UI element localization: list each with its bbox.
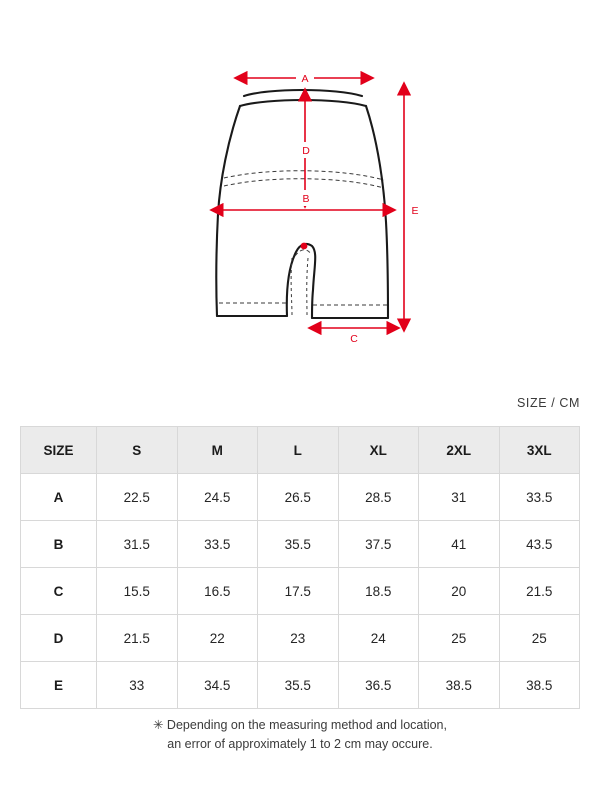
table-cell: 23 [258,615,339,662]
table-cell: 16.5 [177,568,258,615]
table-cell: 24.5 [177,474,258,521]
measurement-disclaimer [0,716,600,754]
table-cell: 38.5 [419,662,500,709]
table-cell: 38.5 [499,662,580,709]
table-cell: 17.5 [258,568,339,615]
table-header-cell: XL [338,427,419,474]
table-cell: 33.5 [177,521,258,568]
table-row [21,615,580,662]
table-cell: 36.5 [338,662,419,709]
row-label: D [21,615,97,662]
table-cell: 33.5 [499,474,580,521]
row-label: E [21,662,97,709]
measure-line-c [320,328,388,346]
measure-line-e [404,94,425,320]
table-header-row [21,427,580,474]
label-a: A [301,73,309,85]
shorts-diagram [0,0,600,370]
table-row [21,474,580,521]
table-cell: 24 [338,615,419,662]
table-row [21,568,580,615]
table-cell: 20 [419,568,500,615]
crotch-point-marker [301,243,308,250]
garment-crotch-stitch [291,258,308,316]
table-header-cell: S [97,427,178,474]
label-b: B [302,193,310,205]
table-cell: 21.5 [97,615,178,662]
table-cell: 35.5 [258,521,339,568]
table-cell: 18.5 [338,568,419,615]
table-cell: 33 [97,662,178,709]
table-cell: 35.5 [258,662,339,709]
table-cell: 22 [177,615,258,662]
table-cell: 28.5 [338,474,419,521]
size-table-wrapper [20,426,580,709]
table-cell: 25 [419,615,500,662]
table-cell: 34.5 [177,662,258,709]
table-cell: 22.5 [97,474,178,521]
size-table [20,426,580,709]
table-cell: 31.5 [97,521,178,568]
row-label: B [21,521,97,568]
table-header-cell: 2XL [419,427,500,474]
table-header-cell: SIZE [21,427,97,474]
row-label: A [21,474,97,521]
row-label: C [21,568,97,615]
table-row [21,521,580,568]
table-cell: 26.5 [258,474,339,521]
shorts-diagram-svg [0,0,600,370]
table-cell: 15.5 [97,568,178,615]
disclaimer-line-1: ✳ Depending on the measuring method and location, [152,718,447,732]
disclaimer-line-2: an error of approximately 1 to 2 cm may occure. [167,737,433,751]
table-cell: 25 [499,615,580,662]
table-cell: 31 [419,474,500,521]
measure-line-b [222,190,384,210]
table-header-cell: M [177,427,258,474]
label-d: D [302,145,310,157]
measure-line-a [246,68,362,86]
label-c: C [350,333,358,345]
table-header-cell: 3XL [499,427,580,474]
table-cell: 21.5 [499,568,580,615]
measure-line-d [297,100,315,196]
table-header-cell: L [258,427,339,474]
table-cell: 41 [419,521,500,568]
size-unit-caption: SIZE / CM [516,396,580,410]
label-e: E [411,205,419,217]
table-row [21,662,580,709]
table-cell: 43.5 [499,521,580,568]
table-cell: 37.5 [338,521,419,568]
